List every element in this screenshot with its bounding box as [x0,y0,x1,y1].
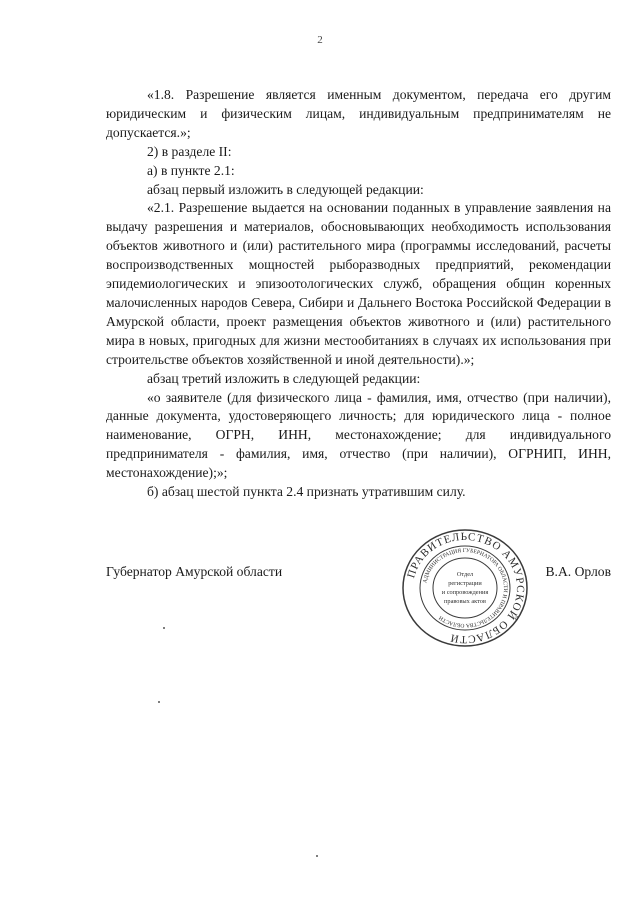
paragraph-2-1-text: «2.1. Разрешение выдается на основании поданных в управление заявления на выдачу разрешения и материалов, обосновывающих необходимость использования объектов животного и (или) растительного мира (программы исследований, расчеты воспроизводственных мощностей рыборазводных предприятий, рекомендации эпидемиологических и эпизоотологических служб, обращения общин коренных малочисленных народов Севера, Сибири и Дальнего Востока Российской Федерации в Амурской области, проект размещения объектов животного и (или) растительного мира в новых, пригодных для жизни местообитаниях в случаях их использования при строительстве объектов хозяйственной и иной деятельности).»; [106,200,611,367]
signatory-name: В.А. Орлов [545,564,611,579]
paragraph-applicant-text: «о заявителе (для физического лица - фамилия, имя, отчество (при наличии), данные документа, удостоверяющего личность; для юридического лица - полное наименование, ОГРН, ИНН, местонахождение; для индивидуального предпринимателя - фамилия, имя, отчество (при наличии), ОГРНИП, ИНН, местонахождение);»; [106,389,611,481]
paragraph-third-abzac-instruction: абзац третий изложить в следующей редакции: [147,370,421,386]
page-number: 2 [317,34,323,46]
official-stamp [400,527,530,649]
stamp-graphic [400,527,530,649]
stamp-center-line-1: Отдел [456,571,474,578]
document-body [106,86,611,502]
svg-text:АДМИНИСТРАЦИЯ ГУБЕРНАТОРА ОБЛА [422,548,508,628]
paragraph-section-ii: 2) в разделе II: [147,143,232,159]
stamp-center-line-2: регистрации [448,580,482,587]
paragraph-2-4-void: б) абзац шестой пункта 2.4 признать утратившим силу. [147,484,466,500]
signature-block [106,564,611,584]
scan-speck [316,855,318,857]
stamp-center-line-3: и сопровождения [441,589,489,596]
paragraph-first-abzac-instruction: абзац первый изложить в следующей редакции: [147,181,424,197]
paragraph-1-8: «1.8. Разрешение является именным документом, передача его другим юридическим и физическим лицам, индивидуальным предпринимателям не допускается.»; [106,87,611,140]
stamp-center-line-4: правовых актов [444,598,486,605]
paragraph-point-2-1: а) в пункте 2.1: [147,162,235,178]
scan-speck [163,627,165,629]
stamp-outer-text: ПРАВИТЕЛЬСТВО АМУРСКОЙ ОБЛАСТИ [405,530,527,646]
signatory-title: Губернатор Амурской области [106,564,283,579]
scan-speck [158,701,160,703]
stamp-inner-ring-text: АДМИНИСТРАЦИЯ ГУБЕРНАТОРА ОБЛАСТИ И ПРАВИТЕЛЬСТВА ОБЛАСТИ [422,547,509,629]
